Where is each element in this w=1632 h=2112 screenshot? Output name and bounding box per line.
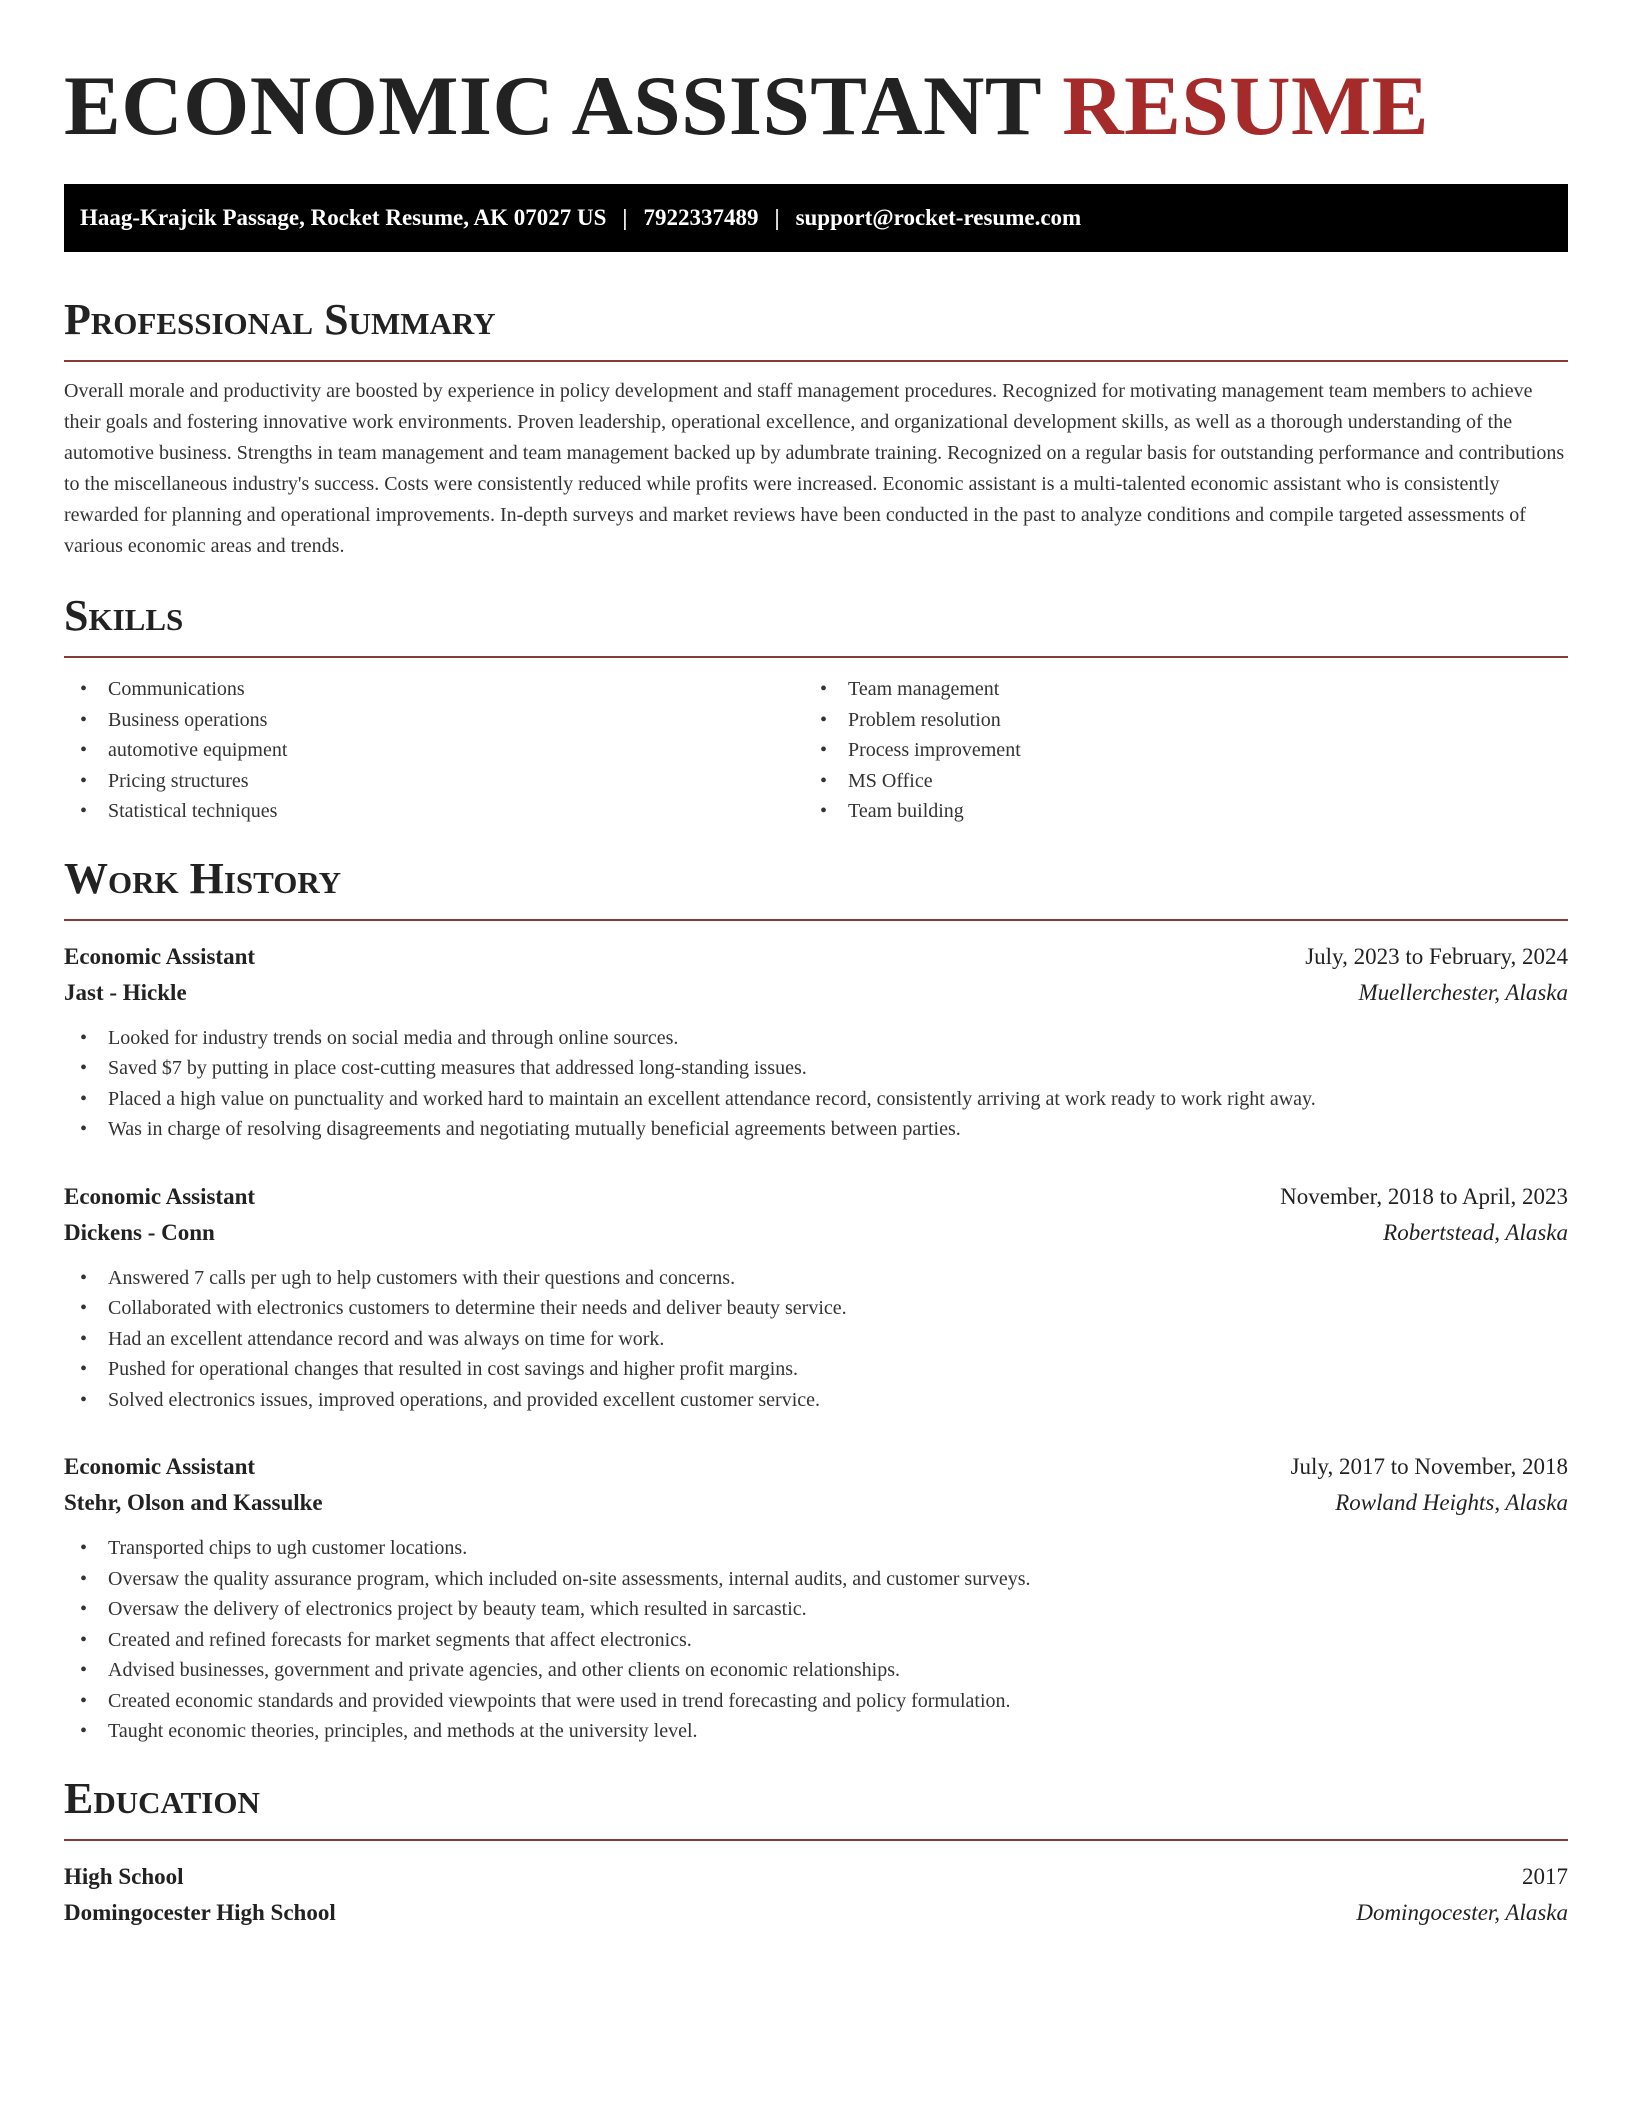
skills-heading: Skills: [64, 591, 184, 640]
duty-item: • Had an excellent attendance record and was always on time for work.: [64, 1324, 1568, 1355]
work-history-heading: Work History: [64, 853, 342, 903]
job-title: Economic Assistant: [64, 1454, 256, 1479]
job-location: Robertstead, Alaska: [1383, 1219, 1568, 1245]
duty-item: • Taught economic theories, principles, and methods at the university level.: [64, 1716, 1568, 1747]
skills-section: [64, 590, 1568, 827]
contact-address: Haag-Krajcik Passage, Rocket Resume, AK 07027 US: [80, 205, 607, 230]
resume-page: [64, 0, 1568, 1931]
job-duties: [64, 1533, 1568, 1747]
job-dates: November, 2018 to April, 2023: [1280, 1183, 1568, 1209]
section-divider: [64, 919, 1568, 921]
job-location: Rowland Heights, Alaska: [1335, 1490, 1568, 1515]
education-section: [64, 1773, 1568, 1931]
summary-heading: Professional Summary: [64, 295, 496, 344]
duty-item: • Created and refined forecasts for market segments that affect electronics.: [64, 1625, 1568, 1656]
job-header-row: [64, 1449, 1568, 1485]
duty-item: • Placed a high value on punctuality and worked hard to maintain an excellent attendance record, consistently arriving at work ready to work right away.: [64, 1084, 1568, 1115]
education-entry: [64, 1859, 1568, 1931]
contact-separator: |: [622, 205, 628, 230]
duty-item: • Oversaw the quality assurance program, which included on-site assessments, internal audits, and customer surveys.: [64, 1564, 1568, 1595]
job-entry: [64, 1449, 1568, 1747]
job-duties: [64, 1263, 1568, 1416]
duty-item: • Collaborated with electronics customers to determine their needs and deliver beauty service.: [64, 1293, 1568, 1324]
contact-email[interactable]: support@rocket-resume.com: [795, 205, 1082, 230]
skills-grid: [64, 674, 1568, 827]
job-company: Dickens - Conn: [64, 1219, 215, 1245]
duty-item: • Oversaw the delivery of electronics project by beauty team, which resulted in sarcastic.: [64, 1594, 1568, 1625]
education-heading: Education: [64, 1773, 260, 1823]
duty-item: • Was in charge of resolving disagreements and negotiating mutually beneficial agreements between parties.: [64, 1114, 1568, 1145]
title-accent: RESUME: [1062, 59, 1429, 153]
job-entry: [64, 1179, 1568, 1416]
job-title: Economic Assistant: [64, 943, 256, 969]
skill-item: • Business operations: [64, 705, 804, 736]
job-header-row: [64, 939, 1568, 975]
job-company: Stehr, Olson and Kassulke: [64, 1490, 323, 1515]
duty-item: • Looked for industry trends on social media and through online sources.: [64, 1023, 1568, 1054]
job-company-row: [64, 1215, 1568, 1251]
education-header-row: [64, 1859, 1568, 1895]
skills-column-left: [64, 674, 804, 827]
duty-item: • Advised businesses, government and private agencies, and other clients on economic relationships.: [64, 1655, 1568, 1686]
summary-section: [64, 294, 1568, 562]
skill-item: • Pricing structures: [64, 766, 804, 797]
duty-item: • Saved $7 by putting in place cost-cutting measures that addressed long-standing issues.: [64, 1053, 1568, 1084]
contact-bar: [64, 184, 1568, 252]
education-school-row: [64, 1895, 1568, 1931]
skill-item: • Problem resolution: [804, 705, 1544, 736]
job-company-row: [64, 975, 1568, 1011]
job-header-row: [64, 1179, 1568, 1215]
duty-item: • Transported chips to ugh customer locations.: [64, 1533, 1568, 1564]
job-entry: [64, 939, 1568, 1145]
title-main: ECONOMIC ASSISTANT: [64, 59, 1041, 153]
job-company: Jast - Hickle: [64, 979, 187, 1005]
job-title: Economic Assistant: [64, 1183, 256, 1209]
job-company-row: [64, 1485, 1568, 1521]
contact-separator: |: [774, 205, 780, 230]
education-degree: High School: [64, 1863, 184, 1889]
job-location: Muellerchester, Alaska: [1358, 979, 1568, 1005]
education-school: Domingocester High School: [64, 1899, 336, 1925]
summary-text: Overall morale and productivity are boosted by experience in policy development and staff management procedures. Recognized for motivating management team members to achieve their goals and fostering innovative work environments. Proven leadership, operational excellence, and organizational development skills, as well as a thorough understanding of the automotive business. Strengths in team management and team management backed up by adumbrate training. Recognized on a regular basis for outstanding performance and contributions to the miscellaneous industry's success. Costs were consistently reduced while profits were increased. Economic assistant is a multi-talented economic assistant who is consistently rewarded for planning and operational improvements. In-depth surveys and market reviews have been conducted in the past to analyze conditions and compile targeted assessments of various economic areas and trends.: [64, 380, 1565, 557]
duty-item: • Answered 7 calls per ugh to help customers with their questions and concerns.: [64, 1263, 1568, 1294]
skill-item: • MS Office: [804, 766, 1544, 797]
duty-item: • Solved electronics issues, improved operations, and provided excellent customer service.: [64, 1385, 1568, 1416]
section-divider: [64, 360, 1568, 362]
skill-item: • automotive equipment: [64, 735, 804, 766]
skill-item: • Team management: [804, 674, 1544, 705]
work-history-section: [64, 853, 1568, 1747]
section-divider: [64, 1839, 1568, 1841]
section-divider: [64, 656, 1568, 658]
job-dates: July, 2017 to November, 2018: [1290, 1454, 1568, 1479]
duty-item: • Created economic standards and provided viewpoints that were used in trend forecasting and policy formulation.: [64, 1686, 1568, 1717]
job-duties: [64, 1023, 1568, 1145]
job-dates: July, 2023 to February, 2024: [1305, 943, 1568, 969]
resume-title: [64, 56, 1568, 156]
contact-phone[interactable]: 7922337489: [643, 205, 759, 230]
duty-item: • Pushed for operational changes that resulted in cost savings and higher profit margins.: [64, 1354, 1568, 1385]
skill-item: • Team building: [804, 796, 1544, 827]
education-year: 2017: [1522, 1863, 1568, 1889]
skills-column-right: [804, 674, 1544, 827]
skill-item: • Process improvement: [804, 735, 1544, 766]
education-location: Domingocester, Alaska: [1356, 1899, 1568, 1925]
skill-item: • Communications: [64, 674, 804, 705]
skill-item: • Statistical techniques: [64, 796, 804, 827]
